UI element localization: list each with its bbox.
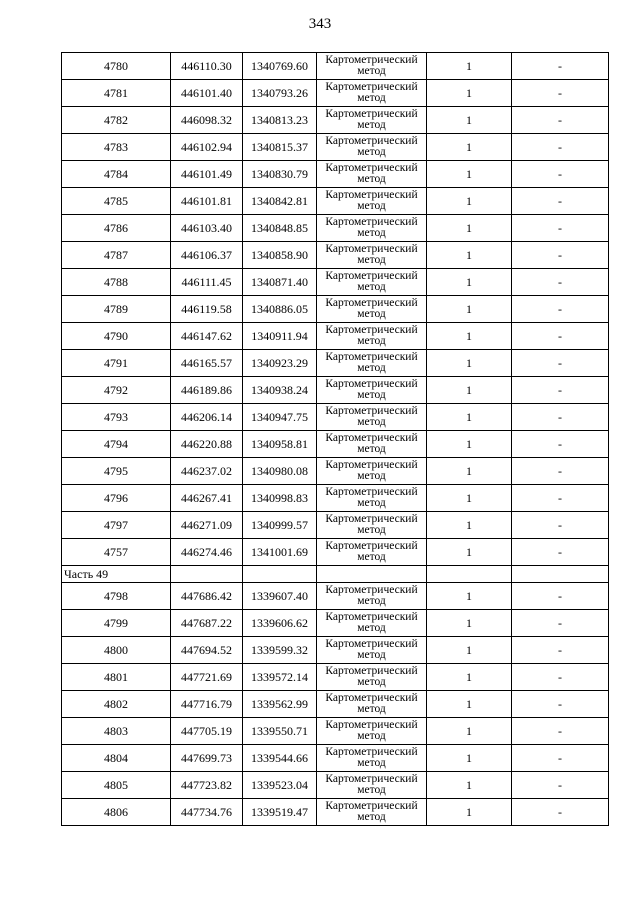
x-coordinate-cell: 447723.82 xyxy=(171,772,243,799)
x-coordinate-cell: 446267.41 xyxy=(171,485,243,512)
x-coordinate-cell: 446147.62 xyxy=(171,323,243,350)
table-row xyxy=(62,323,609,350)
method-cell: Картометрический метод xyxy=(317,610,427,637)
y-coordinate-cell: 1341001.69 xyxy=(243,539,317,566)
accuracy-cell: 1 xyxy=(427,350,512,377)
table-row xyxy=(62,107,609,134)
note-cell: - xyxy=(512,404,609,431)
empty-cell xyxy=(317,566,427,583)
x-coordinate-cell: 447699.73 xyxy=(171,745,243,772)
method-cell: Картометрический метод xyxy=(317,485,427,512)
method-cell: Картометрический метод xyxy=(317,80,427,107)
y-coordinate-cell: 1340848.85 xyxy=(243,215,317,242)
point-number-cell: 4797 xyxy=(62,512,171,539)
method-cell: Картометрический метод xyxy=(317,215,427,242)
note-cell: - xyxy=(512,691,609,718)
point-number-cell: 4798 xyxy=(62,583,171,610)
y-coordinate-cell: 1340793.26 xyxy=(243,80,317,107)
table-row xyxy=(62,161,609,188)
note-cell: - xyxy=(512,583,609,610)
page-number: 343 xyxy=(308,16,332,32)
point-number-cell: 4803 xyxy=(62,718,171,745)
note-cell: - xyxy=(512,188,609,215)
method-cell: Картометрический метод xyxy=(317,583,427,610)
accuracy-cell: 1 xyxy=(427,80,512,107)
y-coordinate-cell: 1340830.79 xyxy=(243,161,317,188)
table-row xyxy=(62,80,609,107)
note-cell: - xyxy=(512,512,609,539)
table-row xyxy=(62,215,609,242)
table-row xyxy=(62,188,609,215)
point-number-cell: 4804 xyxy=(62,745,171,772)
method-cell: Картометрический метод xyxy=(317,718,427,745)
point-number-cell: 4799 xyxy=(62,610,171,637)
table-row xyxy=(62,134,609,161)
table-row xyxy=(62,404,609,431)
note-cell: - xyxy=(512,664,609,691)
note-cell: - xyxy=(512,539,609,566)
method-cell: Картометрический метод xyxy=(317,53,427,80)
method-cell: Картометрический метод xyxy=(317,323,427,350)
y-coordinate-cell: 1340886.05 xyxy=(243,296,317,323)
accuracy-cell: 1 xyxy=(427,691,512,718)
point-number-cell: 4787 xyxy=(62,242,171,269)
method-cell: Картометрический метод xyxy=(317,134,427,161)
y-coordinate-cell: 1339562.99 xyxy=(243,691,317,718)
accuracy-cell: 1 xyxy=(427,161,512,188)
x-coordinate-cell: 447734.76 xyxy=(171,799,243,826)
x-coordinate-cell: 446111.45 xyxy=(171,269,243,296)
method-cell: Картометрический метод xyxy=(317,664,427,691)
accuracy-cell: 1 xyxy=(427,431,512,458)
note-cell: - xyxy=(512,161,609,188)
method-cell: Картометрический метод xyxy=(317,691,427,718)
section-label: Часть 49 xyxy=(62,566,171,583)
method-cell: Картометрический метод xyxy=(317,296,427,323)
y-coordinate-cell: 1340947.75 xyxy=(243,404,317,431)
table-row xyxy=(62,485,609,512)
point-number-cell: 4780 xyxy=(62,53,171,80)
x-coordinate-cell: 446206.14 xyxy=(171,404,243,431)
note-cell: - xyxy=(512,745,609,772)
accuracy-cell: 1 xyxy=(427,458,512,485)
accuracy-cell: 1 xyxy=(427,664,512,691)
accuracy-cell: 1 xyxy=(427,242,512,269)
x-coordinate-cell: 446106.37 xyxy=(171,242,243,269)
y-coordinate-cell: 1339523.04 xyxy=(243,772,317,799)
point-number-cell: 4800 xyxy=(62,637,171,664)
empty-cell xyxy=(512,566,609,583)
y-coordinate-cell: 1340958.81 xyxy=(243,431,317,458)
note-cell: - xyxy=(512,637,609,664)
method-cell: Картометрический метод xyxy=(317,745,427,772)
x-coordinate-cell: 446220.88 xyxy=(171,431,243,458)
note-cell: - xyxy=(512,107,609,134)
method-cell: Картометрический метод xyxy=(317,377,427,404)
note-cell: - xyxy=(512,350,609,377)
y-coordinate-cell: 1339572.14 xyxy=(243,664,317,691)
y-coordinate-cell: 1340980.08 xyxy=(243,458,317,485)
x-coordinate-cell: 447721.69 xyxy=(171,664,243,691)
method-cell: Картометрический метод xyxy=(317,107,427,134)
x-coordinate-cell: 446274.46 xyxy=(171,539,243,566)
note-cell: - xyxy=(512,431,609,458)
point-number-cell: 4783 xyxy=(62,134,171,161)
x-coordinate-cell: 446101.81 xyxy=(171,188,243,215)
table-row xyxy=(62,512,609,539)
table-row xyxy=(62,772,609,799)
point-number-cell: 4801 xyxy=(62,664,171,691)
x-coordinate-cell: 446119.58 xyxy=(171,296,243,323)
table-row xyxy=(62,799,609,826)
point-number-cell: 4790 xyxy=(62,323,171,350)
method-cell: Картометрический метод xyxy=(317,637,427,664)
empty-cell xyxy=(171,566,243,583)
method-cell: Картометрический метод xyxy=(317,799,427,826)
note-cell: - xyxy=(512,134,609,161)
table-row xyxy=(62,242,609,269)
table-row xyxy=(62,431,609,458)
y-coordinate-cell: 1340938.24 xyxy=(243,377,317,404)
method-cell: Картометрический метод xyxy=(317,161,427,188)
x-coordinate-cell: 446098.32 xyxy=(171,107,243,134)
note-cell: - xyxy=(512,269,609,296)
table-row xyxy=(62,539,609,566)
note-cell: - xyxy=(512,772,609,799)
x-coordinate-cell: 447687.22 xyxy=(171,610,243,637)
accuracy-cell: 1 xyxy=(427,188,512,215)
table-row xyxy=(62,53,609,80)
section-row xyxy=(62,566,609,583)
empty-cell xyxy=(243,566,317,583)
y-coordinate-cell: 1339607.40 xyxy=(243,583,317,610)
table-row xyxy=(62,745,609,772)
coordinates-table xyxy=(61,52,609,826)
x-coordinate-cell: 446103.40 xyxy=(171,215,243,242)
method-cell: Картометрический метод xyxy=(317,350,427,377)
note-cell: - xyxy=(512,610,609,637)
accuracy-cell: 1 xyxy=(427,772,512,799)
point-number-cell: 4784 xyxy=(62,161,171,188)
method-cell: Картометрический метод xyxy=(317,539,427,566)
accuracy-cell: 1 xyxy=(427,269,512,296)
method-cell: Картометрический метод xyxy=(317,269,427,296)
table-row xyxy=(62,458,609,485)
note-cell: - xyxy=(512,485,609,512)
table-row xyxy=(62,269,609,296)
accuracy-cell: 1 xyxy=(427,323,512,350)
accuracy-cell: 1 xyxy=(427,539,512,566)
accuracy-cell: 1 xyxy=(427,745,512,772)
note-cell: - xyxy=(512,53,609,80)
method-cell: Картометрический метод xyxy=(317,404,427,431)
y-coordinate-cell: 1339550.71 xyxy=(243,718,317,745)
point-number-cell: 4785 xyxy=(62,188,171,215)
x-coordinate-cell: 446189.86 xyxy=(171,377,243,404)
note-cell: - xyxy=(512,799,609,826)
point-number-cell: 4789 xyxy=(62,296,171,323)
note-cell: - xyxy=(512,718,609,745)
table-row xyxy=(62,610,609,637)
x-coordinate-cell: 446271.09 xyxy=(171,512,243,539)
note-cell: - xyxy=(512,458,609,485)
table-row xyxy=(62,637,609,664)
table-row xyxy=(62,583,609,610)
accuracy-cell: 1 xyxy=(427,610,512,637)
y-coordinate-cell: 1340769.60 xyxy=(243,53,317,80)
point-number-cell: 4791 xyxy=(62,350,171,377)
point-number-cell: 4792 xyxy=(62,377,171,404)
x-coordinate-cell: 447716.79 xyxy=(171,691,243,718)
accuracy-cell: 1 xyxy=(427,799,512,826)
table-row xyxy=(62,350,609,377)
y-coordinate-cell: 1339599.32 xyxy=(243,637,317,664)
accuracy-cell: 1 xyxy=(427,404,512,431)
y-coordinate-cell: 1340911.94 xyxy=(243,323,317,350)
note-cell: - xyxy=(512,377,609,404)
y-coordinate-cell: 1340998.83 xyxy=(243,485,317,512)
x-coordinate-cell: 446101.40 xyxy=(171,80,243,107)
point-number-cell: 4795 xyxy=(62,458,171,485)
y-coordinate-cell: 1340813.23 xyxy=(243,107,317,134)
table-row xyxy=(62,296,609,323)
accuracy-cell: 1 xyxy=(427,215,512,242)
point-number-cell: 4786 xyxy=(62,215,171,242)
y-coordinate-cell: 1339544.66 xyxy=(243,745,317,772)
x-coordinate-cell: 446237.02 xyxy=(171,458,243,485)
point-number-cell: 4794 xyxy=(62,431,171,458)
note-cell: - xyxy=(512,80,609,107)
x-coordinate-cell: 446110.30 xyxy=(171,53,243,80)
table-row xyxy=(62,691,609,718)
table-row xyxy=(62,718,609,745)
x-coordinate-cell: 446101.49 xyxy=(171,161,243,188)
note-cell: - xyxy=(512,215,609,242)
accuracy-cell: 1 xyxy=(427,296,512,323)
point-number-cell: 4802 xyxy=(62,691,171,718)
accuracy-cell: 1 xyxy=(427,485,512,512)
point-number-cell: 4782 xyxy=(62,107,171,134)
method-cell: Картометрический метод xyxy=(317,512,427,539)
accuracy-cell: 1 xyxy=(427,377,512,404)
point-number-cell: 4806 xyxy=(62,799,171,826)
table-row xyxy=(62,664,609,691)
point-number-cell: 4796 xyxy=(62,485,171,512)
method-cell: Картометрический метод xyxy=(317,188,427,215)
x-coordinate-cell: 446165.57 xyxy=(171,350,243,377)
note-cell: - xyxy=(512,296,609,323)
x-coordinate-cell: 447694.52 xyxy=(171,637,243,664)
accuracy-cell: 1 xyxy=(427,583,512,610)
y-coordinate-cell: 1340858.90 xyxy=(243,242,317,269)
method-cell: Картометрический метод xyxy=(317,772,427,799)
accuracy-cell: 1 xyxy=(427,718,512,745)
empty-cell xyxy=(427,566,512,583)
y-coordinate-cell: 1340842.81 xyxy=(243,188,317,215)
y-coordinate-cell: 1339606.62 xyxy=(243,610,317,637)
point-number-cell: 4757 xyxy=(62,539,171,566)
y-coordinate-cell: 1340871.40 xyxy=(243,269,317,296)
x-coordinate-cell: 447705.19 xyxy=(171,718,243,745)
point-number-cell: 4788 xyxy=(62,269,171,296)
y-coordinate-cell: 1340999.57 xyxy=(243,512,317,539)
accuracy-cell: 1 xyxy=(427,637,512,664)
accuracy-cell: 1 xyxy=(427,107,512,134)
table-row xyxy=(62,377,609,404)
point-number-cell: 4793 xyxy=(62,404,171,431)
y-coordinate-cell: 1340923.29 xyxy=(243,350,317,377)
note-cell: - xyxy=(512,323,609,350)
method-cell: Картометрический метод xyxy=(317,458,427,485)
point-number-cell: 4805 xyxy=(62,772,171,799)
note-cell: - xyxy=(512,242,609,269)
method-cell: Картометрический метод xyxy=(317,242,427,269)
point-number-cell: 4781 xyxy=(62,80,171,107)
accuracy-cell: 1 xyxy=(427,53,512,80)
y-coordinate-cell: 1339519.47 xyxy=(243,799,317,826)
accuracy-cell: 1 xyxy=(427,512,512,539)
x-coordinate-cell: 446102.94 xyxy=(171,134,243,161)
accuracy-cell: 1 xyxy=(427,134,512,161)
x-coordinate-cell: 447686.42 xyxy=(171,583,243,610)
method-cell: Картометрический метод xyxy=(317,431,427,458)
y-coordinate-cell: 1340815.37 xyxy=(243,134,317,161)
